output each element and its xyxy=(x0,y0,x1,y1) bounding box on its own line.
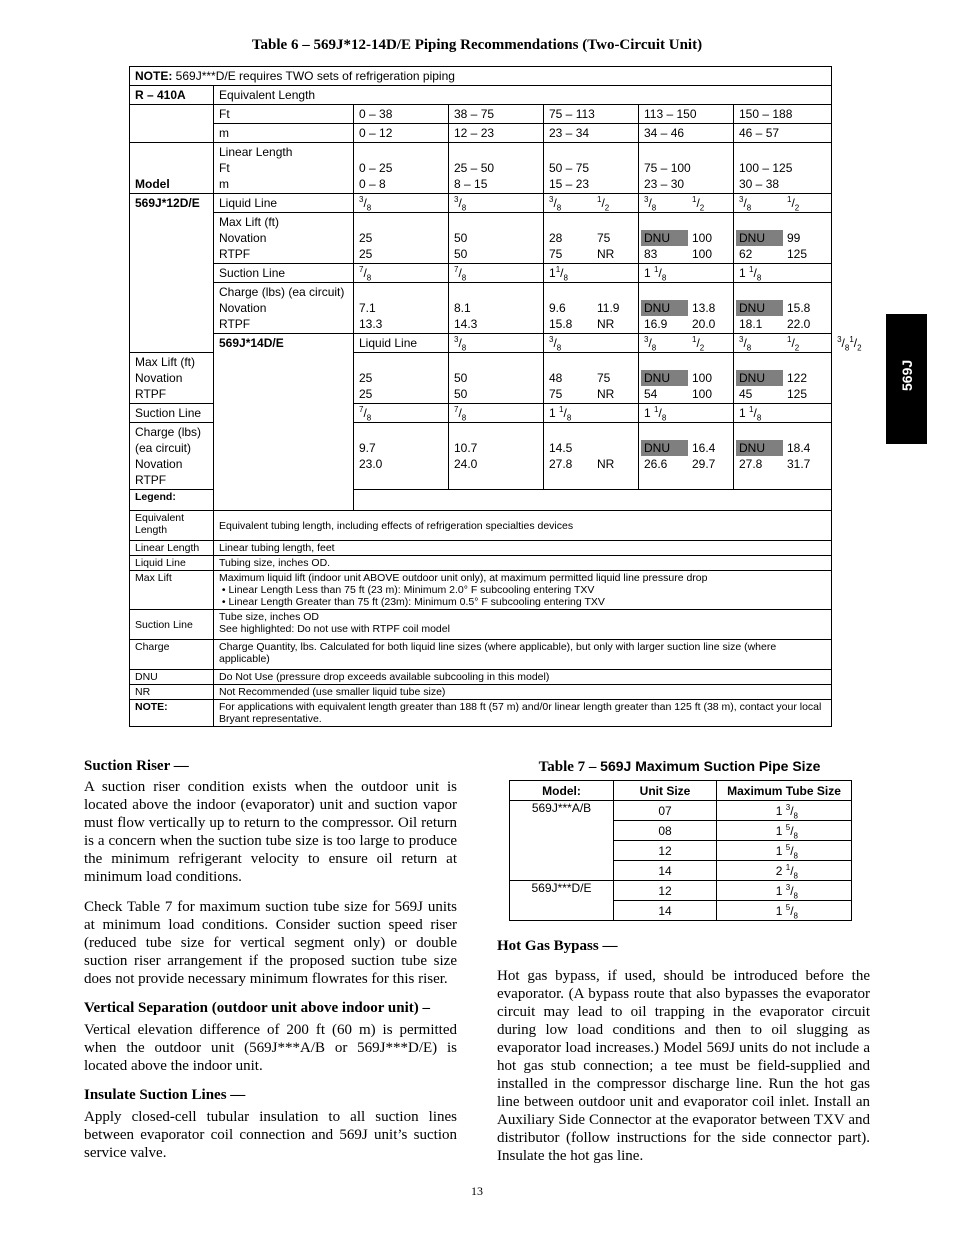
model-header: Model xyxy=(130,143,214,194)
heading-hot-gas-bypass: Hot Gas Bypass — xyxy=(497,938,618,954)
page-number: 13 xyxy=(471,1184,483,1198)
heading-suction-riser: Suction Riser — xyxy=(84,758,189,774)
dnu-badge: DNU xyxy=(736,230,783,246)
model-14: 569J*14D/E xyxy=(214,334,354,511)
table7: Model: Unit Size Maximum Tube Size 569J***A/B 07 1 $^3/_8$ 08 1 $^5/_8$ 12 1 $^5/_8$ 14 2 $^1/_8$ 569J***D/E 12 1 $^3/_8$ 14 1 $^5/_8$ xyxy=(509,780,852,921)
dnu-badge: DNU xyxy=(641,230,688,246)
para-vertical-separation: Vertical elevation difference of 200 ft (60 m) is permitted when the outdoor unit (569J***A/B or 569J***D/E) is located above the indoor unit. xyxy=(84,1022,457,1074)
table6-title: Table 6 – 569J*12-14D/E Piping Recommendations (Two-Circuit Unit) xyxy=(251,37,703,53)
para-hot-gas-bypass: Hot gas bypass, if used, should be introduced before the evaporator. (A bypass route that also bypasses the evaporator circuit may lead to oil trapping in the evaporator circuit during low load conditions and then to oil slugging as evaporator load increases.) Model 569J units do not include a hot gas stub connection; a tee must be field-supplied and installed in the compressor discharge line. Run the hot gas line between outdoor unit and evaporator coil inlet. Install an Auxiliary Side Connector at the evaporator between TXV and distributor (follow instructions for the side connector part). Insulate the hot gas line. xyxy=(497,968,870,1164)
para-suction-riser: A suction riser condition exists when the outdoor unit is located above the indoor (evaporator) unit and suction vapor must flow vertically up to return to the compressor. Oil return is a concern when the suction tube size is too large to produce the minimum refrigerant velocity to ensure oil return at minimum load conditions. xyxy=(84,779,457,885)
model-12: 569J*12D/E xyxy=(130,194,214,353)
equiv-length-header: Equivalent Length xyxy=(214,86,832,105)
heading-vertical-separation: Vertical Separation (outdoor unit above indoor unit) – xyxy=(84,1000,431,1016)
side-tab: 569J xyxy=(886,314,927,444)
para-check-table7: Check Table 7 for maximum suction tube size for 569J units at minimum load conditions. Consider suction speed riser (reduced tube size for vertical segment only) or double suction riser arrangement if the proposed suction tube size does not provide necessary minimum flowrates for this riser. xyxy=(84,899,457,987)
table6-note: NOTE: 569J***D/E requires TWO sets of refrigeration piping xyxy=(130,67,832,86)
table7-title: Table 7 – 569J Maximum Suction Pipe Size xyxy=(538,758,821,775)
table6: NOTE: 569J***D/E requires TWO sets of refrigeration piping R – 410A Equivalent Length Ft 0 – 38 38 – 75 75 – 113 113 – 150 150 – 188 m 0 – 12 12 – 23 23 – 34 34 – 46 46 – 57 Model Linear Length Ft m 0 – 25 0 – 8 25 – 50 8 – 15 50 – 75 15 – 23 75 – 100 23 – 30 100 – 125 30 – 38 569J*12D/E Liquid Line $^3/_8$ $^3/_8$ $^3/_8$ $^1/_2$ $^3/_8$ $^1/_2$ $^3/_8$ $^1/_2$ Max Lift (ft) Novation RTPF 25 25 50 50 28 75 75 NR DNU 100 83 100 DNU 99 62 125 Suction Line $^7/_8$ $^7/_8$ $1^1/_8$ 1 $^1/_8$ 1 $^1/_8$ Charge (lbs) (ea circuit) Novation RTPF 7.1 13.3 8.1 14.3 9.6 11.9 15.8 NR DNU 13.8 16.9 20.0 DNU 15.8 18.1 22.0 569J*14D/E Liquid Line $^3/_8$ $^3/_8$ $^3/_8$ $^1/_2$ $^3/_8$ $^1/_2$ $^3/_8$ $^1/_2$ Max Lift (ft) Novation RTPF 25 25 50 50 48 75 75 NR DNU 100 54 100 DNU 122 45 125 Suction Line $^7/_8$ $^7/_8$ 1 $^1/_8$ 1 $^1/_8$ 1 $^1/_8$ Charge (lbs) (ea circuit) Novation RTPF 9.7 23.0 10.7 24.0 14.5 27.8 NR DNU 16.4 26.6 29.7 DNU 18.4 27.8 31.7 Legend: Equivalent Length Equivalent tubing length, including effects of refrigeration specialties devices Linear Length Linear tubing length, feet Liquid Line Tubing size, inches OD. Max Lift Maximum liquid lift (indoor unit ABOVE outdoor unit only), at maximum permitted liquid line pressure drop • Linear Length Less than 75 ft (23 m): Minimum 2.0° F subcooling entering TXV • Linear Length Greater than 75 ft (23m): Minimum 0.5° F subcooling entering TXV Suction Line Tube size, inches OD See highlighted: Do not use with RTPF coil model Charge Charge Quantity, lbs. Calculated for both liquid line sizes (where applicable), but only with larger suction line size (where applicable) DNU Do Not Use (pressure drop exceeds available subcooling in this model) NR Not Recommended (use smaller liquid tube size) NOTE: For applications with equivalent length greater than 188 ft (57 m) and/0r linear length greater than 125 ft (38 m), contact your local Bryant representative. xyxy=(129,66,832,727)
para-insulate: Apply closed-cell tubular insulation to all suction lines between evaporator coil connection and 569J unit’s suction service valve. xyxy=(84,1109,457,1161)
refrigerant-label: R – 410A xyxy=(130,86,214,105)
heading-insulate: Insulate Suction Lines — xyxy=(84,1087,246,1103)
legend-title: Legend: xyxy=(130,490,214,511)
